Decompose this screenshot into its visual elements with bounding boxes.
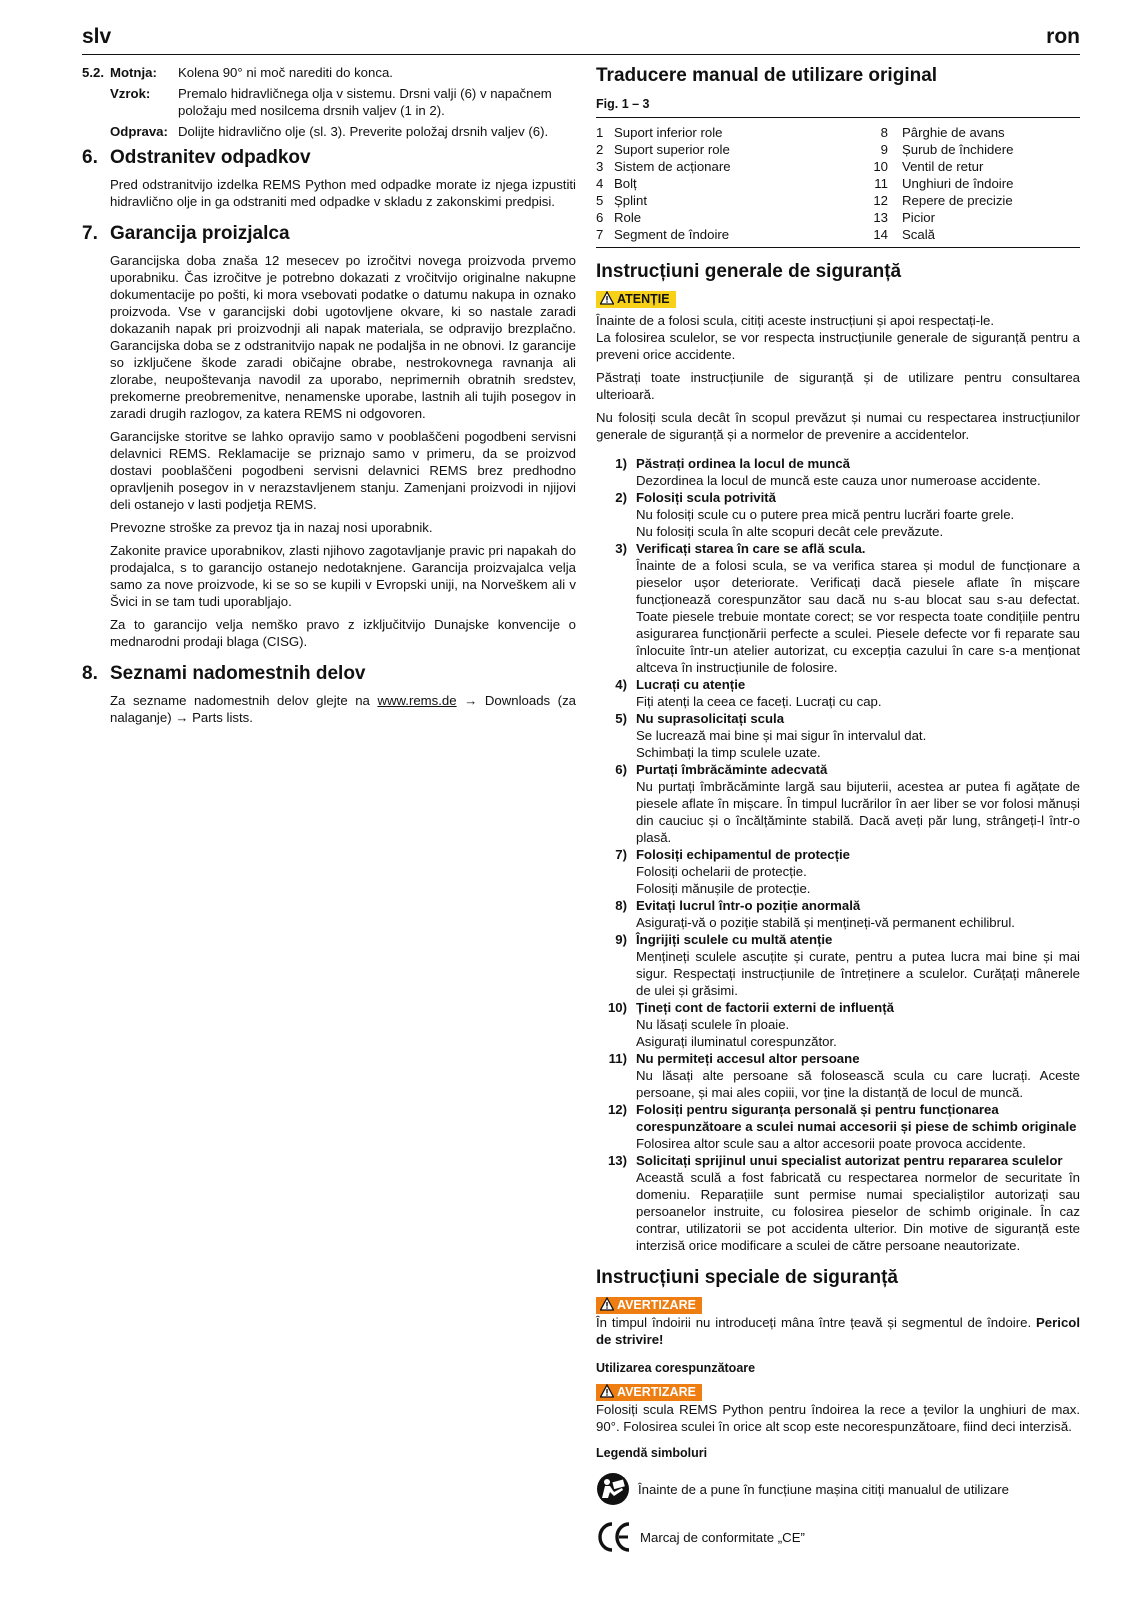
language-code-right: ron — [1046, 25, 1080, 48]
warning-icon — [600, 1384, 614, 1398]
safety-rule — [596, 846, 1080, 897]
legend-entry — [838, 209, 1080, 226]
section-heading: 8. Seznami nadomestnih delov — [82, 663, 366, 684]
manual-title: Traducere manual de utilizare original — [596, 65, 938, 86]
legend-label: Repere de precizie — [902, 193, 1013, 208]
section-heading: 7. Garancija proizjalca — [82, 223, 290, 244]
legend-label: Suport inferior role — [614, 125, 723, 140]
section-heading: 6. Odstranitev odpadkov — [82, 147, 311, 168]
rule-text: Nu folosiți scule cu o putere prea mică pentru lucrări foarte grele. Nu folosiți scula în alte scopuri decât cele prevăzute. — [636, 507, 1015, 539]
legend-number: 3 — [596, 159, 604, 174]
ce-mark-icon — [596, 1520, 632, 1554]
row-text: Dolijte hidravlično olje (sl. 3). Preverite položaj drsnih valjev (6). — [178, 124, 549, 139]
legend-label: Ventil de retur — [902, 159, 984, 174]
language-code-left: slv — [82, 25, 112, 48]
legend-label: Șurub de închidere — [902, 142, 1014, 157]
legend-label: Role — [614, 210, 642, 225]
rems-website-link[interactable]: www.rems.de — [377, 693, 457, 708]
legend-label: Pârghie de avans — [902, 125, 1005, 140]
legend-entry — [596, 124, 838, 141]
legend-entry — [838, 141, 1080, 158]
row-label: Motnja: — [110, 65, 157, 80]
safety-rule — [596, 489, 1080, 540]
legend-number: 10 — [873, 159, 888, 174]
rule-text: Nu purtați îmbrăcăminte largă sau bijuterii, acestea ar putea fi agățate de piesele aflate în mișcare. În timpul lucrărilor în aer liber se vor folosi mănuși din cauciuc și o încălțăminte stabilă. Dacă aveți păr lung, strângeți-l într-o plasă. — [636, 779, 1080, 845]
safety-rule — [596, 710, 1080, 761]
rule-text: Dezordinea la locul de muncă este cauza unor numeroase accidente. — [636, 473, 1041, 488]
rule-title: Folosiți echipamentul de protecție — [636, 847, 850, 862]
legend-entry — [596, 192, 838, 209]
rule-text: Asigurați-vă o poziție stabilă și mențineți-vă permanent echilibrul. — [636, 915, 1015, 930]
rule-number: 6) — [615, 762, 627, 777]
legend-number: 8 — [880, 125, 888, 140]
read-manual-icon — [596, 1472, 630, 1506]
rule-number: 4) — [615, 677, 627, 692]
legend-label: Picior — [902, 210, 935, 225]
safety-rule — [596, 931, 1080, 999]
paragraph: Pred odstranitvijo izdelka REMS Python med odpadke morate iz njega izpustiti hidravlično olje in ga odstraniti med odpadke v skladu z zakonskimi predpisi. — [110, 177, 576, 209]
rule-text: Înainte de a folosi scula, se va verifica starea și modul de funcționare a pieselor ușor deteriorate. Verificați dacă piesele aflate în mișcare funcționează corespunzător sau dacă nu s-au blocat sau s-au defectat. Toate piesele trebuie montate corect; se vor respecta toate condițiile pentru asigurarea funcționării perfecte a sculei. Piesele defecte vor fi reparate sau înlocuite într-un atelier autorizat, cu excepția cazului în care s-a menționat altceva în instrucțiunile de folosire. — [636, 558, 1080, 675]
legend-number: 11 — [874, 176, 888, 191]
row-text: Kolena 90° ni moč narediti do konca. — [178, 65, 393, 80]
safety-rule — [596, 999, 1080, 1050]
legend-label: Bolț — [614, 176, 637, 191]
paragraph: Zakonite pravice uporabnikov, zlasti njihovo zagotavljanje pravic pri napakah do prodajalca, s to garancijo ostanejo nedotaknjene. Garancija proizvajalca velja samo za nove proizvode, ki se so se kupili v Evropski uniji, na Norveškem ali v Švici in se tam tudi uporabljajo. — [110, 543, 576, 609]
symbol-row — [596, 1520, 1080, 1554]
safety-rules-list — [596, 455, 1080, 1254]
rule-number: 2) — [615, 490, 627, 505]
paragraph: Garancijska doba znaša 12 mesecev po izročitvi novega proizvoda prvemo uporabniku. Čas izročitve je potrebno dokazati z vročitvijo originalne nakupne dokumentacije po pošti, ki mora vsebovati podatke o datumu nakupa in oznako proizvoda. Vse v garancijski dobi ugotovljene okvare, ki so nastale zaradi dokazanih napak pri proizvodnji ali napak materiala, se odpravijo brezplačno. Garancijska doba se z odstranitvijo napak ne podaljša in ne obnovi. Iz garancije so izključene škode zaradi običajne obrabe, nestrokovnega ravnanja ali zlorabe, neupoštevanja navodil za uporabo, neprimernih obratnih sredstev, prekomerne preobremenitve, nenamenske uporabe, lastnih ali tujih posegov in zaradi drugih razlogov, za katera REMS ni odgovoren. — [110, 253, 576, 421]
subheading: Legendă simboluri — [596, 1446, 708, 1460]
section-number: 5.2. — [82, 65, 104, 80]
legend-number: 5 — [596, 193, 604, 208]
legend-label: Sistem de acționare — [614, 159, 731, 174]
legend-entry — [596, 209, 838, 226]
rule-text: Fiți atenți la ceea ce faceți. Lucrați cu cap. — [636, 694, 882, 709]
rule-number: 11) — [608, 1051, 627, 1066]
parts-legend — [596, 118, 1080, 248]
rule-title: Păstrați ordinea la locul de muncă — [636, 456, 850, 471]
safety-rule — [596, 761, 1080, 846]
legend-number: 13 — [873, 210, 888, 225]
safety-rule — [596, 897, 1080, 931]
row-text: Premalo hidravličnega olja v sistemu. Drsni valji (6) v napačnem položaju med nosilcema drsnih valjev (1 in 2). — [178, 86, 552, 118]
legend-label: Scală — [902, 227, 935, 242]
legend-number: 9 — [880, 142, 888, 157]
rule-number: 7) — [615, 847, 627, 862]
legend-label: Segment de îndoire — [614, 227, 730, 242]
rule-number: 10) — [607, 1000, 627, 1015]
legend-entry — [596, 226, 838, 243]
rule-number: 8) — [615, 898, 627, 913]
rule-title: Solicitați sprijinul unui specialist autorizat pentru repararea sculelor — [636, 1153, 1063, 1168]
page-header — [82, 25, 1080, 55]
rule-number: 13) — [607, 1153, 627, 1168]
rule-title: Lucrați cu atenție — [636, 677, 746, 692]
section-heading: Instrucțiuni generale de siguranță — [596, 261, 902, 282]
paragraph: Za to garancijo velja nemško pravo z izključitvijo Dunajske konvencije o mednarodni prodaji blaga (CISG). — [110, 617, 576, 649]
left-column — [82, 64, 576, 732]
legend-entry — [838, 192, 1080, 209]
rule-number: 3) — [615, 541, 627, 556]
safety-rule — [596, 1101, 1080, 1152]
warning-badge: AVERTIZARE — [596, 1384, 702, 1401]
paragraph: În timpul îndoirii nu introduceți mâna între țeavă și segmentul de îndoire. Pericol de strivire! — [596, 1315, 1080, 1347]
paragraph: La folosirea sculelor, se vor respecta instrucțiunile generale de siguranță pentru a preveni orice accidente. — [596, 330, 1080, 362]
section-5-2 — [82, 64, 576, 140]
right-column — [596, 64, 1080, 1554]
rule-title: Țineți cont de factorii externi de influență — [636, 1000, 894, 1015]
rule-title: Nu suprasolicitați scula — [636, 711, 785, 726]
rule-text: Folosirea altor scule sau a altor accesorii poate provoca accidente. — [636, 1136, 1026, 1151]
legend-entry — [838, 158, 1080, 175]
rule-title: Îngrijiți sculele cu multă atenție — [636, 932, 833, 947]
rule-text: Această sculă a fost fabricată cu respectarea normelor de securitate în domeniu. Reparațiile sunt permise numai specialiștilor autorizați sau persoanelor instruite, cu folosirea pieselor de schimb originale. În caz contrar, utilizatorii se pot accidenta ulterior. Din motive de siguranță este interzisă orice modificare a sculei de către persoane neautorizate. — [636, 1170, 1080, 1253]
safety-rule — [596, 540, 1080, 676]
rule-number: 12) — [607, 1102, 627, 1117]
safety-rule — [596, 455, 1080, 489]
rule-text: Nu lăsați alte persoane să folosească scula cu care lucrați. Aceste persoane, și mai ales copiii, vor ține la distanță de locul de muncă. — [636, 1068, 1080, 1100]
rule-title: Verificați starea în care se află scula. — [636, 541, 866, 556]
figure-reference: Fig. 1 – 3 — [596, 97, 650, 111]
symbol-row — [596, 1472, 1080, 1506]
legend-number: 7 — [596, 227, 604, 242]
legend-number: 1 — [596, 125, 604, 140]
legend-label: Unghiuri de îndoire — [902, 176, 1014, 191]
paragraph: Folosiți scula REMS Python pentru îndoirea la rece a țevilor la unghiuri de max. 90°. Folosirea sculei în orice alt scop este necorespunzătoare, fiind deci interzisă. — [596, 1402, 1080, 1434]
warning-icon — [600, 291, 614, 305]
section-heading: Instrucțiuni speciale de siguranță — [596, 1267, 898, 1288]
row-label: Odprava: — [110, 124, 168, 139]
rule-text: Mențineți sculele ascuțite și curate, pentru a putea lucra mai bine și mai sigur. Respectați instrucțiunile de întreținere a sculelor. Curățați mânerele de ulei și grăsimi. — [636, 949, 1080, 998]
rule-text: Nu lăsați sculele în ploaie. Asigurați iluminatul corespunzător. — [636, 1017, 837, 1049]
legend-number: 12 — [873, 193, 888, 208]
rule-number: 5) — [615, 711, 627, 726]
legend-number: 4 — [596, 176, 604, 191]
legend-number: 2 — [596, 142, 604, 157]
paragraph: Nu folosiți scula decât în scopul prevăzut și numai cu respectarea instrucțiunilor generale de siguranță și a normelor de prevenire a accidentelor. — [596, 410, 1080, 442]
paragraph: Păstrați toate instrucțiunile de siguranță și de utilizare pentru consultarea ulterioară. — [596, 370, 1080, 402]
paragraph: Garancijske storitve se lahko opravijo samo v pooblaščeni pogodbeni servisni delavnici REMS. Reklamacije se priznajo samo v primeru, da se proizvod dostavi pooblaščeni pogodbeni servisni delavnici REMS brez predhodno opravljenih posegov in v nerazstavljenem stanju. Zamenjani proizvodi in njijovi deli ostanejo v lasti podjetja REMS. — [110, 429, 576, 512]
paragraph: Înainte de a folosi scula, citiți aceste instrucțiuni și apoi respectați-le. — [596, 313, 995, 328]
legend-label: Șplint — [614, 193, 647, 208]
rule-text: Se lucrează mai bine și mai sigur în intervalul dat. Schimbați la timp sculele uzate. — [636, 728, 927, 760]
paragraph: Prevozne stroške za prevoz tja in nazaj nosi uporabnik. — [110, 520, 433, 535]
legend-entry — [596, 175, 838, 192]
symbol-description: Înainte de a pune în funcțiune mașina citiți manualul de utilizare — [638, 1481, 1009, 1497]
legend-entry — [838, 226, 1080, 243]
caution-badge: ATENȚIE — [596, 291, 676, 308]
safety-rule — [596, 676, 1080, 710]
legend-entry — [838, 175, 1080, 192]
paragraph: Za sezname nadomestnih delov glejte na www.rems.de → Downloads (za nalaganje) → Parts lists. — [110, 693, 576, 725]
safety-rule — [596, 1152, 1080, 1254]
rule-title: Folosiți pentru siguranța personală și pentru funcționarea corespunzătoare a sculei numai accesorii și piese de schimb originale — [636, 1102, 1077, 1134]
legend-number: 6 — [596, 210, 604, 225]
legend-number: 14 — [873, 227, 888, 242]
rule-title: Evitați lucrul într-o poziție anormală — [636, 898, 861, 913]
warning-badge: AVERTIZARE — [596, 1297, 702, 1314]
safety-rule — [596, 1050, 1080, 1101]
rule-title: Purtați îmbrăcăminte adecvată — [636, 762, 828, 777]
rule-number: 9) — [615, 932, 627, 947]
legend-entry — [838, 124, 1080, 141]
legend-label: Suport superior role — [614, 142, 730, 157]
warning-icon — [600, 1297, 614, 1311]
subheading: Utilizarea corespunzătoare — [596, 1361, 756, 1375]
symbol-description: Marcaj de conformitate „CE” — [640, 1529, 805, 1545]
rule-title: Folosiți scula potrivită — [636, 490, 776, 505]
rule-title: Nu permiteți accesul altor persoane — [636, 1051, 860, 1066]
legend-entry — [596, 141, 838, 158]
rule-number: 1) — [615, 456, 627, 471]
rule-text: Folosiți ochelarii de protecție. Folosiți mănușile de protecție. — [636, 864, 811, 896]
legend-entry — [596, 158, 838, 175]
row-label: Vzrok: — [110, 86, 151, 101]
